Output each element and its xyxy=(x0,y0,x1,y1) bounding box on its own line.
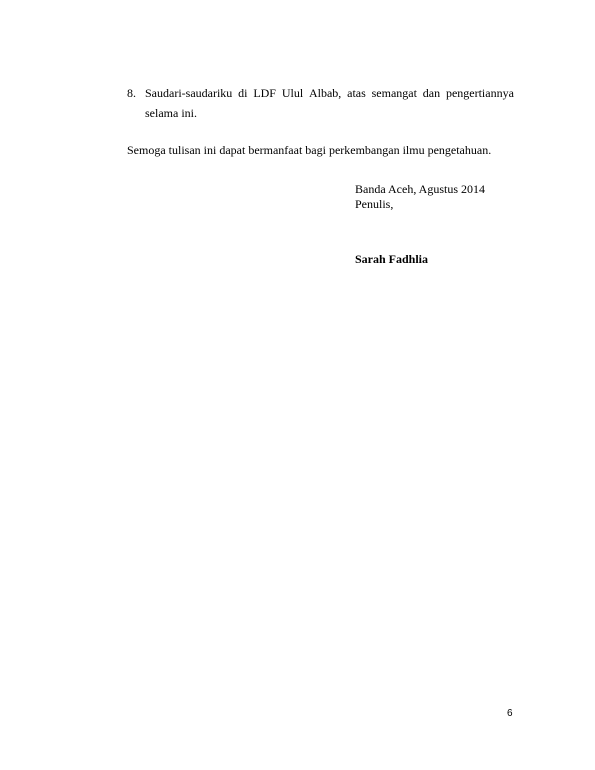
signature-place-date: Banda Aceh, Agustus 2014 xyxy=(355,182,485,196)
signature-role: Penulis, xyxy=(355,197,394,211)
list-item-text-line1 xyxy=(145,83,514,103)
word: pengertiannya xyxy=(445,86,514,100)
page-number: 6 xyxy=(507,708,513,719)
word: atas xyxy=(347,86,366,100)
closing-paragraph: Semoga tulisan ini dapat bermanfaat bagi perkembangan ilmu pengetahuan. xyxy=(127,143,492,157)
word: dan xyxy=(422,86,441,100)
word: di xyxy=(238,86,248,100)
word: Saudari-saudariku xyxy=(145,86,233,100)
word: semangat xyxy=(371,86,417,100)
word: LDF xyxy=(253,86,276,100)
signature-name: Sarah Fadhlia xyxy=(355,252,429,266)
word: Ulul xyxy=(281,86,304,100)
list-item-text-line2: selama ini. xyxy=(145,106,197,120)
list-item-number: 8. xyxy=(127,86,136,100)
word: Albab, xyxy=(308,86,342,100)
